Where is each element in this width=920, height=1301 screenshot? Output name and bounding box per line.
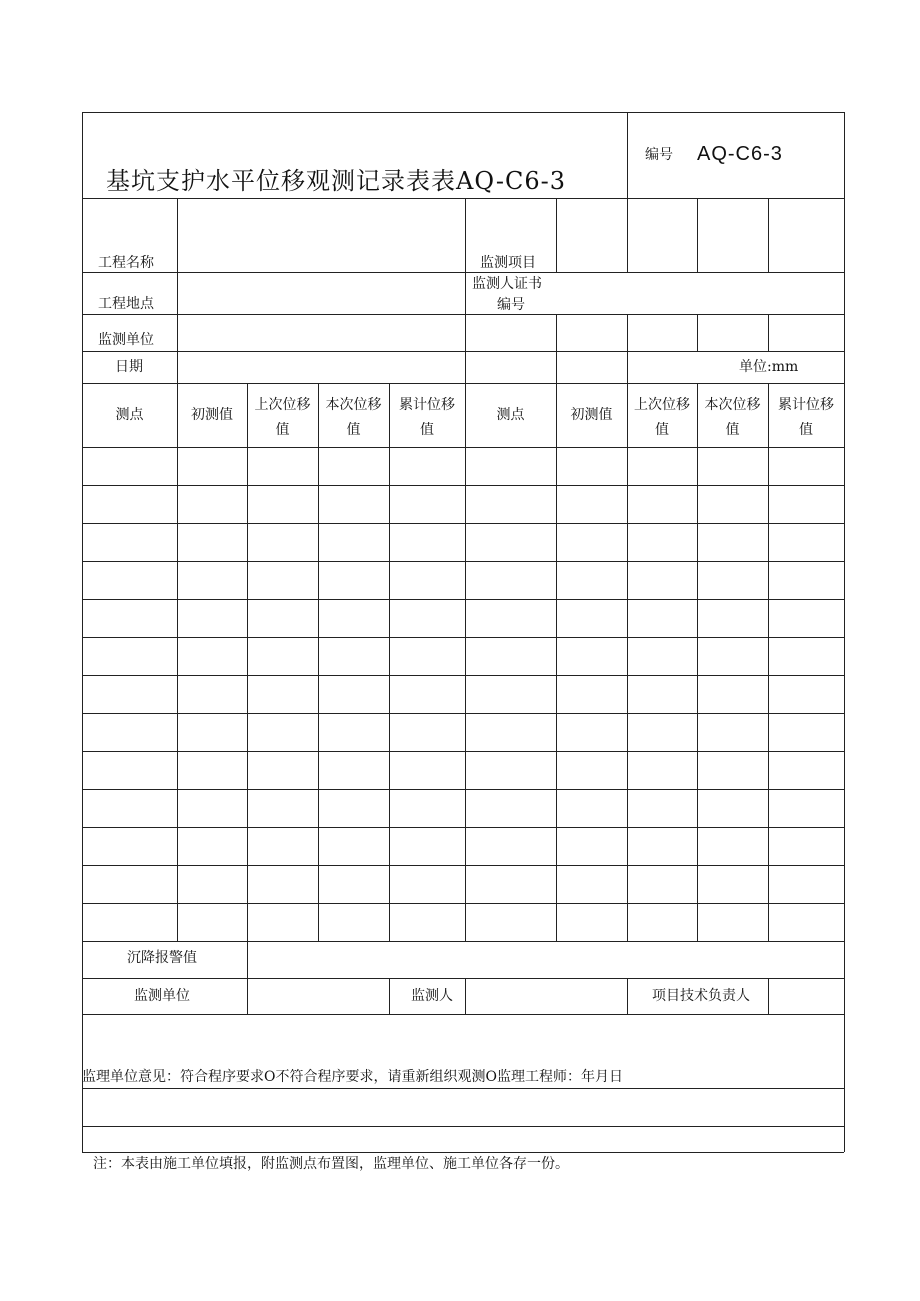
data-cell[interactable]	[628, 448, 697, 485]
data-cell[interactable]	[769, 866, 844, 903]
column-header-line2: 值	[275, 422, 290, 438]
footer-monitoring-unit-label: 监测单位	[134, 988, 190, 1004]
data-cell[interactable]	[83, 752, 177, 789]
data-cell[interactable]	[83, 828, 177, 865]
data-cell[interactable]	[178, 676, 247, 713]
data-cell[interactable]	[466, 752, 556, 789]
data-cell[interactable]	[248, 562, 318, 599]
data-cell[interactable]	[83, 904, 177, 941]
data-cell[interactable]	[390, 562, 465, 599]
unit-label: 单位:mm	[739, 359, 799, 375]
data-cell[interactable]	[319, 448, 389, 485]
data-cell[interactable]	[466, 676, 556, 713]
data-cell[interactable]	[83, 448, 177, 485]
data-cell[interactable]	[83, 600, 177, 637]
project-location-label: 工程地点	[98, 296, 154, 312]
data-cell[interactable]	[390, 676, 465, 713]
data-cell[interactable]	[769, 714, 844, 751]
tech-lead-label: 项目技术负责人	[652, 988, 750, 1004]
data-cell[interactable]	[628, 752, 697, 789]
data-cell[interactable]	[557, 676, 627, 713]
data-cell[interactable]	[628, 866, 697, 903]
data-cell[interactable]	[698, 486, 768, 523]
form-title: 基坑支护水平位移观测记录表表AQ-C6-3	[106, 167, 567, 195]
data-cell[interactable]	[557, 600, 627, 637]
data-cell[interactable]	[319, 524, 389, 561]
data-cell[interactable]	[698, 752, 768, 789]
data-cell[interactable]	[248, 486, 318, 523]
data-cell[interactable]	[83, 866, 177, 903]
data-cell[interactable]	[178, 448, 247, 485]
data-cell[interactable]	[698, 828, 768, 865]
data-cell[interactable]	[769, 790, 844, 827]
data-cell[interactable]	[557, 562, 627, 599]
data-cell[interactable]	[248, 752, 318, 789]
data-cell[interactable]	[248, 866, 318, 903]
column-header-line1: 上次位移	[634, 397, 690, 413]
data-cell[interactable]	[319, 486, 389, 523]
data-cell[interactable]	[466, 828, 556, 865]
data-cell[interactable]	[628, 904, 697, 941]
data-cell[interactable]	[769, 600, 844, 637]
data-cell[interactable]	[178, 714, 247, 751]
data-cell[interactable]	[628, 486, 697, 523]
data-cell[interactable]	[83, 676, 177, 713]
data-cell[interactable]	[83, 638, 177, 675]
column-header-line2: 值	[420, 422, 434, 438]
column-header-line2: 值	[725, 422, 740, 438]
data-cell[interactable]	[557, 524, 627, 561]
data-cell[interactable]	[769, 486, 844, 523]
data-cell[interactable]	[319, 904, 389, 941]
data-cell[interactable]	[466, 904, 556, 941]
data-cell[interactable]	[319, 828, 389, 865]
column-header-line1: 初测值	[191, 407, 233, 423]
data-cell[interactable]	[319, 752, 389, 789]
data-cell[interactable]	[769, 904, 844, 941]
data-cell[interactable]	[769, 562, 844, 599]
data-cell[interactable]	[557, 828, 627, 865]
data-cell[interactable]	[83, 486, 177, 523]
data-cell[interactable]	[769, 638, 844, 675]
data-cell[interactable]	[390, 638, 465, 675]
data-cell[interactable]	[178, 752, 247, 789]
data-cell[interactable]	[628, 524, 697, 561]
data-cell[interactable]	[178, 790, 247, 827]
date-label: 日期	[115, 359, 143, 375]
data-cell[interactable]	[628, 600, 697, 637]
data-cell[interactable]	[178, 562, 247, 599]
certificate-label-line2: 编号	[497, 297, 525, 313]
monitoring-unit-label: 监测单位	[98, 332, 154, 348]
supervision-opinion: 监理单位意见：符合程序要求O不符合程序要求，请重新组织观测O监理工程师：年月日	[82, 1069, 623, 1085]
data-cell[interactable]	[466, 866, 556, 903]
data-cell[interactable]	[628, 638, 697, 675]
data-cell[interactable]	[466, 638, 556, 675]
data-cell[interactable]	[769, 448, 844, 485]
monitor-label: 监测人	[411, 988, 453, 1004]
data-cell[interactable]	[248, 714, 318, 751]
data-cell[interactable]	[390, 448, 465, 485]
data-cell[interactable]	[628, 828, 697, 865]
data-cell[interactable]	[557, 486, 627, 523]
data-cell[interactable]	[557, 752, 627, 789]
serial-label: 编号	[645, 147, 673, 163]
data-cell[interactable]	[319, 638, 389, 675]
data-cell[interactable]	[628, 714, 697, 751]
data-cell[interactable]	[178, 600, 247, 637]
data-cell[interactable]	[248, 676, 318, 713]
data-cell[interactable]	[698, 676, 768, 713]
data-cell[interactable]	[557, 866, 627, 903]
data-cell[interactable]	[390, 524, 465, 561]
data-cell[interactable]	[466, 486, 556, 523]
data-cell[interactable]	[466, 600, 556, 637]
column-header-line2: 值	[799, 422, 813, 438]
data-cell[interactable]	[466, 790, 556, 827]
data-cell[interactable]	[83, 524, 177, 561]
column-header-line1: 累计位移	[778, 397, 834, 413]
data-cell[interactable]	[390, 600, 465, 637]
data-cell[interactable]	[698, 600, 768, 637]
data-cell[interactable]	[248, 790, 318, 827]
data-cell[interactable]	[698, 904, 768, 941]
data-cell[interactable]	[557, 448, 627, 485]
data-cell[interactable]	[390, 790, 465, 827]
data-cell[interactable]	[557, 714, 627, 751]
data-cell[interactable]	[557, 638, 627, 675]
data-cell[interactable]	[248, 904, 318, 941]
data-cell[interactable]	[769, 752, 844, 789]
data-cell[interactable]	[557, 790, 627, 827]
data-cell[interactable]	[390, 714, 465, 751]
data-cell[interactable]	[698, 448, 768, 485]
data-cell[interactable]	[178, 828, 247, 865]
data-cell[interactable]	[178, 904, 247, 941]
column-header-line1: 累计位移	[399, 397, 455, 413]
data-cell[interactable]	[248, 600, 318, 637]
data-cell[interactable]	[178, 486, 247, 523]
data-cell[interactable]	[319, 600, 389, 637]
data-cell[interactable]	[390, 752, 465, 789]
alarm-value-label: 沉降报警值	[127, 950, 197, 966]
data-cell[interactable]	[390, 486, 465, 523]
data-cell[interactable]	[83, 714, 177, 751]
data-cell[interactable]	[466, 524, 556, 561]
data-cell[interactable]	[698, 714, 768, 751]
data-cell[interactable]	[248, 524, 318, 561]
data-cell[interactable]	[83, 790, 177, 827]
data-cell[interactable]	[698, 790, 768, 827]
data-cell[interactable]	[466, 562, 556, 599]
data-cell[interactable]	[466, 448, 556, 485]
column-header-line1: 测点	[115, 407, 144, 423]
data-cell[interactable]	[319, 790, 389, 827]
data-cell[interactable]	[628, 790, 697, 827]
data-cell[interactable]	[178, 866, 247, 903]
data-cell[interactable]	[466, 714, 556, 751]
data-cell[interactable]	[319, 866, 389, 903]
data-cell[interactable]	[248, 448, 318, 485]
data-cell[interactable]	[319, 676, 389, 713]
serial-value: AQ-C6-3	[697, 143, 783, 165]
data-cell[interactable]	[628, 676, 697, 713]
data-cell[interactable]	[628, 562, 697, 599]
data-cell[interactable]	[698, 866, 768, 903]
column-header-line1: 本次位移	[325, 397, 382, 413]
column-header-line1: 测点	[496, 407, 525, 423]
certificate-label-line1: 监测人证书	[472, 276, 542, 292]
data-cell[interactable]	[557, 904, 627, 941]
footnote: 注：本表由施工单位填报，附监测点布置图，监理单位、施工单位各存一份。	[93, 1156, 569, 1172]
data-cell[interactable]	[390, 866, 465, 903]
data-cell[interactable]	[319, 562, 389, 599]
data-cell[interactable]	[178, 524, 247, 561]
data-cell[interactable]	[83, 562, 177, 599]
column-header-line1: 本次位移	[704, 397, 761, 413]
monitoring-item-label: 监测项目	[480, 255, 536, 271]
data-cell[interactable]	[248, 828, 318, 865]
data-cell[interactable]	[769, 676, 844, 713]
data-cell[interactable]	[319, 714, 389, 751]
column-header-line2: 值	[655, 422, 669, 438]
data-cell[interactable]	[248, 638, 318, 675]
data-cell[interactable]	[769, 828, 844, 865]
data-cell[interactable]	[698, 524, 768, 561]
data-cell[interactable]	[769, 524, 844, 561]
column-header-line1: 初测值	[570, 407, 613, 423]
column-header-line1: 上次位移	[254, 397, 311, 413]
data-cell[interactable]	[390, 828, 465, 865]
column-header-line2: 值	[346, 422, 361, 438]
data-cell[interactable]	[178, 638, 247, 675]
data-cell[interactable]	[698, 562, 768, 599]
data-cell[interactable]	[390, 904, 465, 941]
project-name-label: 工程名称	[98, 255, 154, 271]
data-cell[interactable]	[698, 638, 768, 675]
